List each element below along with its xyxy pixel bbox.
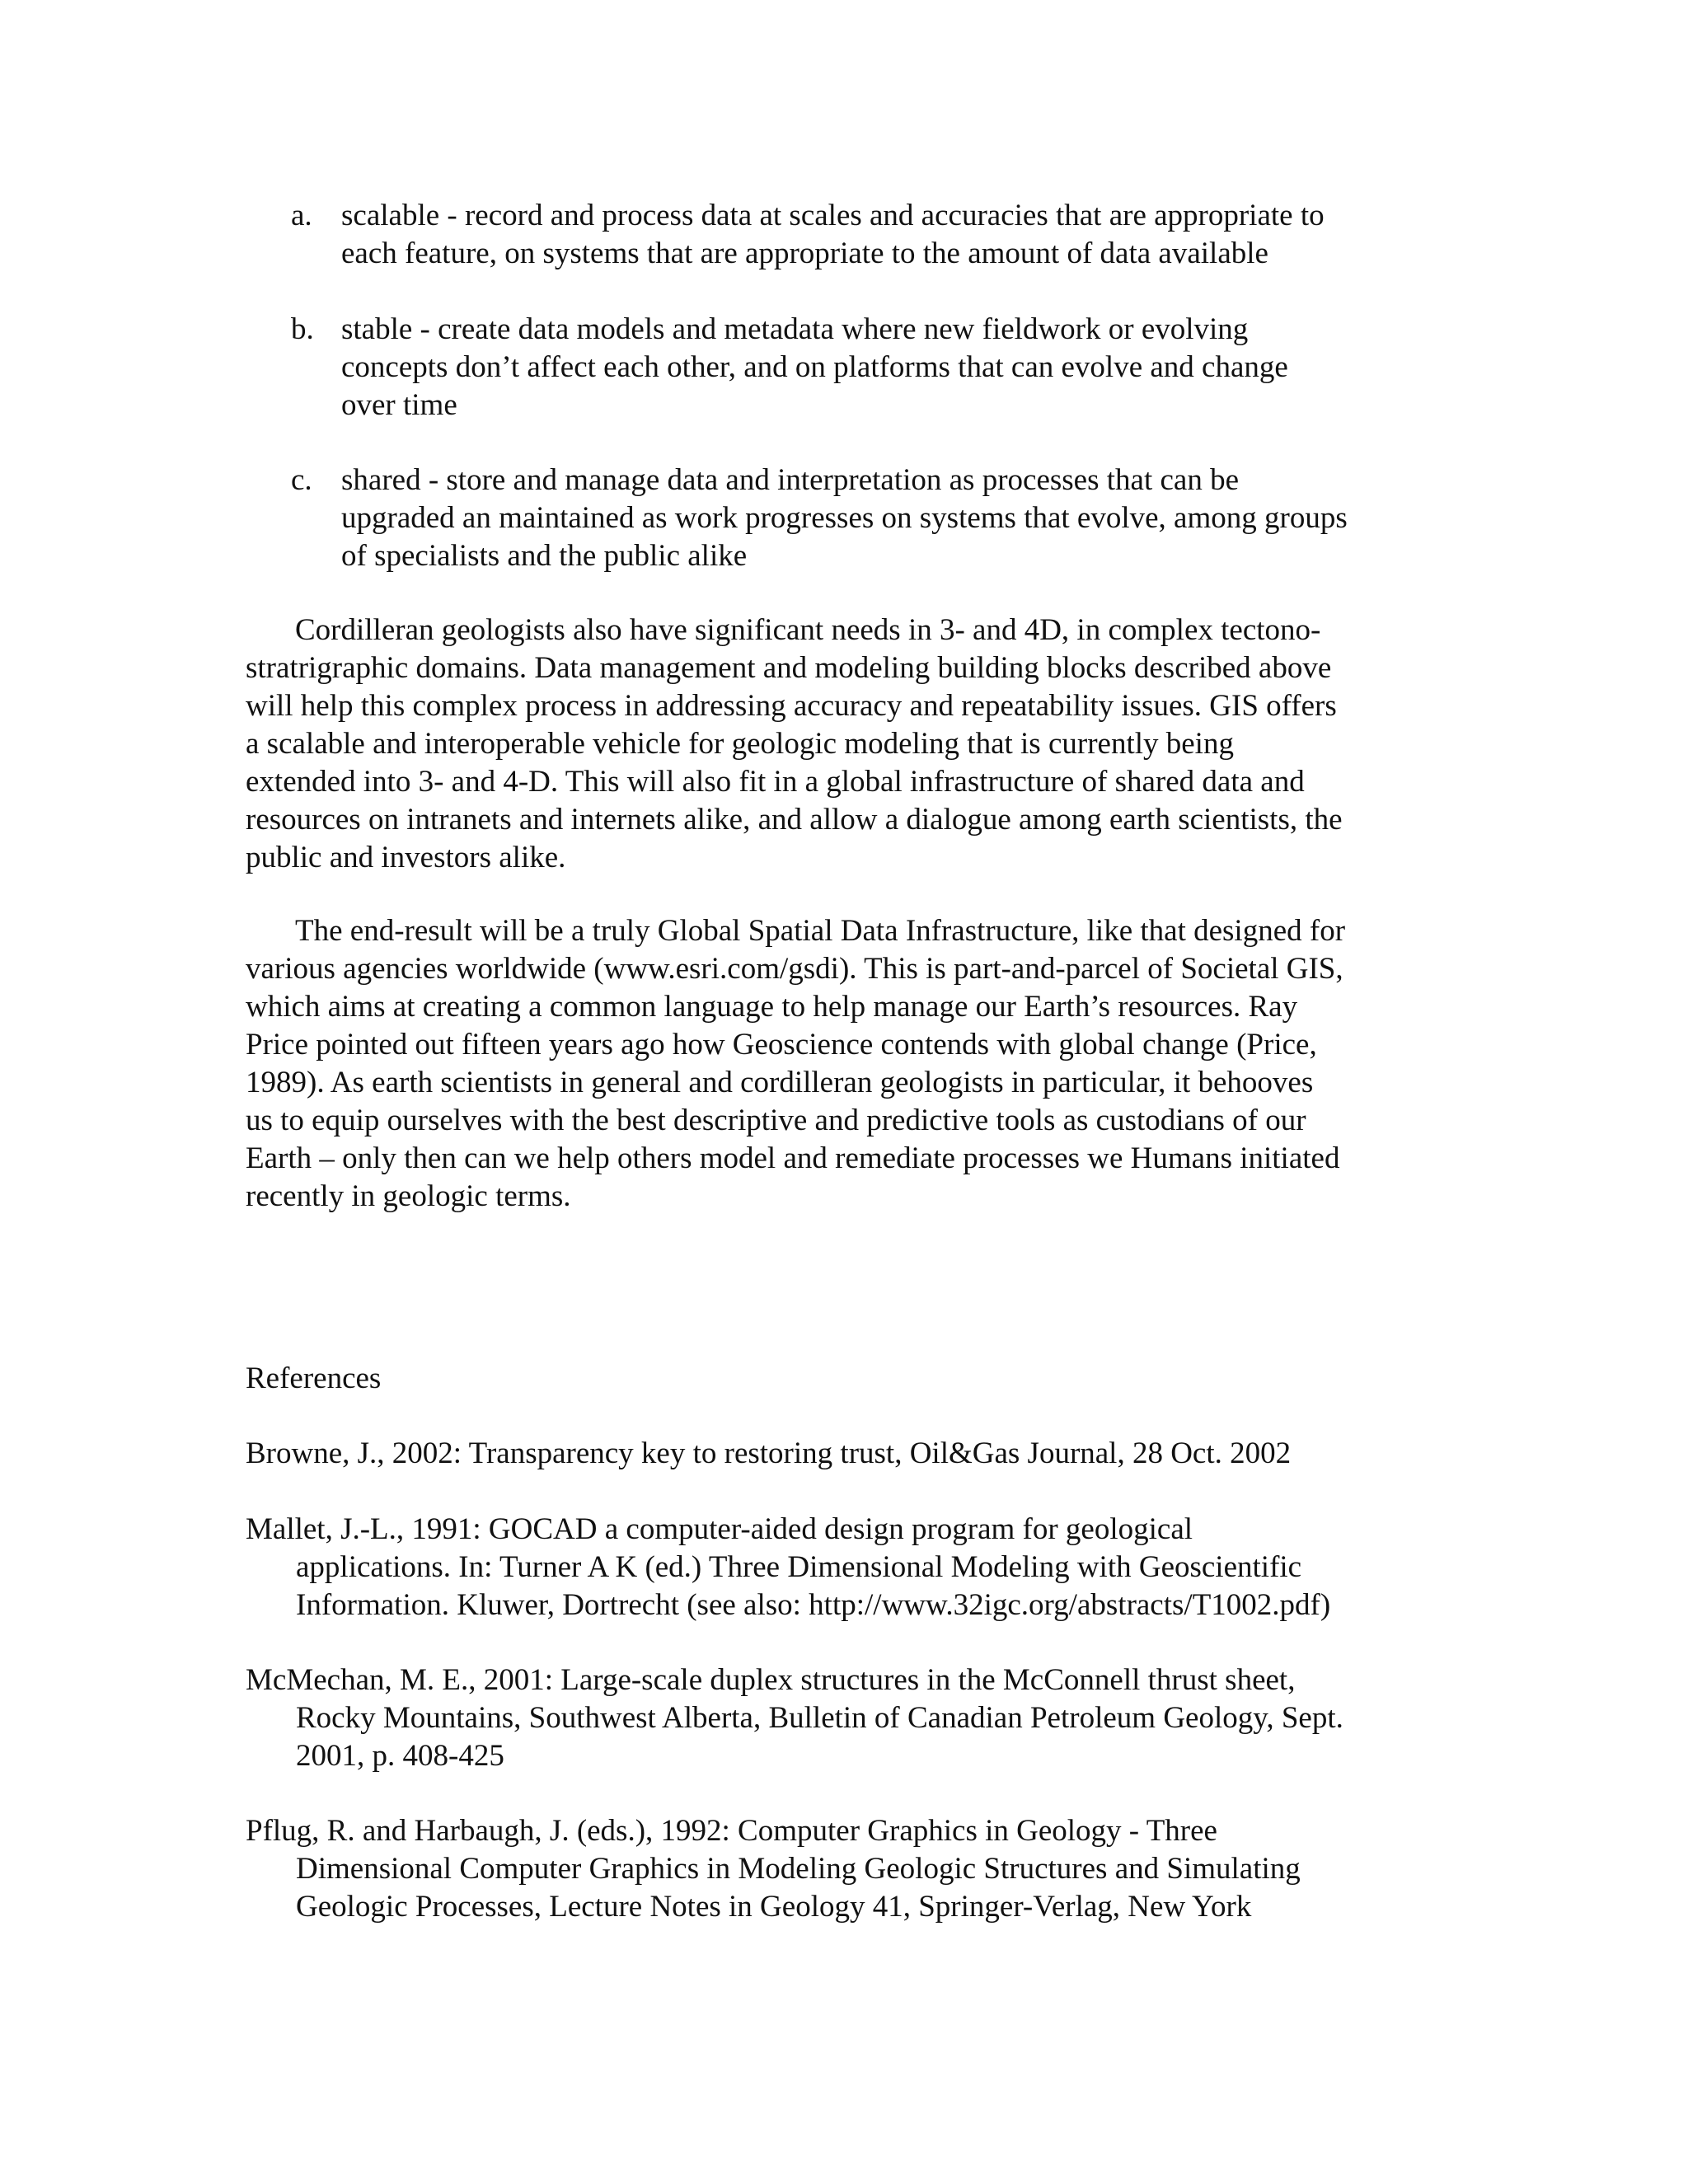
list-item-letter: a. <box>291 199 312 232</box>
text-line: various agencies worldwide (www.esri.com/gsdi). This is part-and-parcel of Societal GIS, <box>246 952 1343 986</box>
text-line: Dimensional Computer Graphics in Modeling Geologic Structures and Simulating <box>296 1852 1301 1886</box>
text-line: of specialists and the public alike <box>341 539 748 573</box>
text-line: us to equip ourselves with the best descriptive and predictive tools as custodians of our <box>246 1104 1306 1137</box>
body-paragraph <box>246 912 1449 1216</box>
list-item-text <box>341 197 1495 273</box>
text-line: resources on intranets and internets alike, and allow a dialogue among earth scientists, the <box>246 803 1343 837</box>
text-line: shared - store and manage data and interpretation as processes that can be <box>341 463 1239 497</box>
text-line: upgraded an maintained as work progresses on systems that evolve, among groups <box>341 501 1348 535</box>
text-line: Pflug, R. and Harbaugh, J. (eds.), 1992: Computer Graphics in Geology - Three <box>246 1814 1217 1848</box>
text-line: Rocky Mountains, Southwest Alberta, Bulletin of Canadian Petroleum Geology, Sept. <box>296 1701 1343 1735</box>
text-line: Browne, J., 2002: Transparency key to restoring trust, Oil&Gas Journal, 28 Oct. 2002 <box>246 1436 1292 1470</box>
text-line: McMechan, M. E., 2001: Large-scale duplex structures in the McConnell thrust sheet, <box>246 1663 1296 1697</box>
text-line: extended into 3- and 4-D. This will also fit in a global infrastructure of shared data and <box>246 765 1305 799</box>
text-line: public and investors alike. <box>246 841 566 874</box>
text-line: a scalable and interoperable vehicle for geologic modeling that is currently being <box>246 727 1234 761</box>
references-heading: References <box>246 1361 382 1395</box>
text-line: each feature, on systems that are appropriate to the amount of data available <box>341 237 1268 270</box>
text-line: stable - create data models and metadata where new fieldwork or evolving <box>341 312 1249 346</box>
text-line: Cordilleran geologists also have significant needs in 3- and 4D, in complex tectono- <box>295 613 1321 647</box>
list-item-text <box>341 311 1495 424</box>
reference-entry <box>246 1511 1449 1624</box>
text-line: Mallet, J.-L., 1991: GOCAD a computer-aided design program for geological <box>246 1512 1193 1546</box>
text-line: Geologic Processes, Lecture Notes in Geology 41, Springer-Verlag, New York <box>296 1890 1252 1924</box>
text-line: stratrigraphic domains. Data management and modeling building blocks described above <box>246 651 1332 685</box>
text-line: will help this complex process in addressing accuracy and repeatability issues. GIS offers <box>246 689 1337 723</box>
reference-entry <box>246 1812 1449 1926</box>
text-line: over time <box>341 388 457 422</box>
reference-entry <box>246 1435 1449 1473</box>
text-line: which aims at creating a common language to help manage our Earth’s resources. Ray <box>246 990 1298 1024</box>
text-line: Information. Kluwer, Dortrecht (see also: http://www.32igc.org/abstracts/T1002.pdf) <box>296 1588 1331 1622</box>
text-line: recently in geologic terms. <box>246 1179 571 1213</box>
text-line: The end-result will be a truly Global Spatial Data Infrastructure, like that designed for <box>295 914 1346 948</box>
list-item-letter: b. <box>291 312 314 346</box>
list-item-letter: c. <box>291 463 312 497</box>
body-paragraph <box>246 612 1449 877</box>
text-line: 1989). As earth scientists in general and cordilleran geologists in particular, it behooves <box>246 1066 1314 1099</box>
text-line: scalable - record and process data at scales and accuracies that are appropriate to <box>341 199 1325 232</box>
text-line: concepts don’t affect each other, and on platforms that can evolve and change <box>341 350 1288 384</box>
list-item-text <box>341 462 1495 575</box>
reference-entry <box>246 1661 1449 1775</box>
text-line: applications. In: Turner A K (ed.) Three Dimensional Modeling with Geoscientific <box>296 1550 1302 1584</box>
text-line: Price pointed out fifteen years ago how Geoscience contends with global change (Price, <box>246 1028 1317 1062</box>
text-line: Earth – only then can we help others model and remediate processes we Humans initiated <box>246 1141 1340 1175</box>
text-line: 2001, p. 408-425 <box>296 1739 504 1773</box>
